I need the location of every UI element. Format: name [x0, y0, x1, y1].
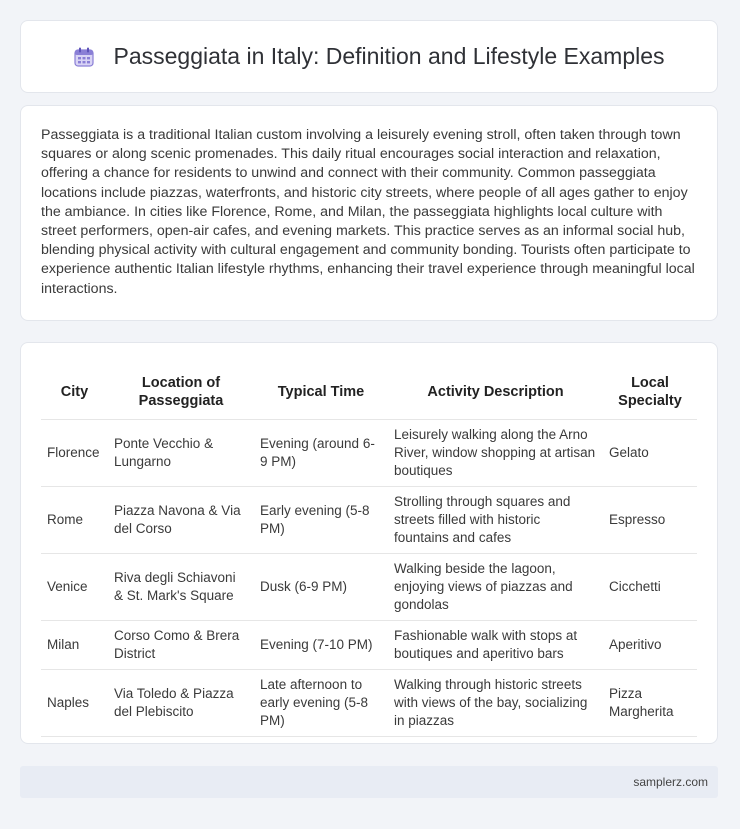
table-cell: Evening (around 6-9 PM): [254, 419, 388, 486]
table-row: [41, 419, 697, 486]
intro-card: [20, 105, 718, 321]
table-row: [41, 486, 697, 553]
table-row: [41, 669, 697, 736]
table-cell: Dusk (6-9 PM): [254, 553, 388, 620]
table-cell: Venice: [41, 553, 108, 620]
column-header: Local Specialty: [603, 365, 697, 419]
column-header: City: [41, 365, 108, 419]
table-cell: Evening (7-10 PM): [254, 620, 388, 669]
footer-source[interactable]: samplerz.com: [633, 775, 708, 789]
table-cell: Walking through historic streets with views of the bay, socializing in piazzas: [388, 669, 603, 736]
column-header: Typical Time: [254, 365, 388, 419]
table-cell: Ponte Vecchio & Lungarno: [108, 419, 254, 486]
table-cell: Cicchetti: [603, 553, 697, 620]
table-cell: Fashionable walk with stops at boutiques and aperitivo bars: [388, 620, 603, 669]
calendar-icon: [73, 46, 95, 68]
table-cell: Gelato: [603, 419, 697, 486]
table-cell: Via Toledo & Piazza del Plebiscito: [108, 669, 254, 736]
table-cell: Piazza Navona & Via del Corso: [108, 486, 254, 553]
table-row: [41, 620, 697, 669]
intro-text: Passeggiata is a traditional Italian custom involving a leisurely evening stroll, often taken through town squares or along scenic promenades. This daily ritual encourages social interaction and relaxation, offering a chance for residents to unwind and connect with their community. Common passeggiata locations include piazzas, waterfronts, and historic city streets, where people of all ages gather to enjoy the ambiance. In cities like Florence, Rome, and Milan, the passeggiata highlights local culture with street performers, open-air cafes, and evening markets. This practice serves as an informal social hub, blending physical activity with cultural engagement and community bonding. Tourists often participate to experience authentic Italian lifestyle rhythms, enhancing their travel experience through meaningful local interactions.: [41, 127, 695, 297]
table-cell: Corso Como & Brera District: [108, 620, 254, 669]
table-cell: Espresso: [603, 486, 697, 553]
header-card: [20, 20, 718, 93]
column-header: Location of Passeggiata: [108, 365, 254, 419]
table-cell: Late afternoon to early evening (5-8 PM): [254, 669, 388, 736]
table-cell: Riva degli Schiavoni & St. Mark's Square: [108, 553, 254, 620]
table-cell: Naples: [41, 669, 108, 736]
table-cell: Pizza Margherita: [603, 669, 697, 736]
table-cell: Leisurely walking along the Arno River, window shopping at artisan boutiques: [388, 419, 603, 486]
table-cell: Rome: [41, 486, 108, 553]
passeggiata-table: [41, 365, 697, 737]
column-header: Activity Description: [388, 365, 603, 419]
table-cell: Early evening (5-8 PM): [254, 486, 388, 553]
footer-bar: [20, 766, 718, 798]
table-card: [20, 342, 718, 744]
table-cell: Walking beside the lagoon, enjoying views of piazzas and gondolas: [388, 553, 603, 620]
table-header-row: [41, 365, 697, 419]
table-row: [41, 553, 697, 620]
table-cell: Milan: [41, 620, 108, 669]
table-cell: Aperitivo: [603, 620, 697, 669]
table-cell: Florence: [41, 419, 108, 486]
table-cell: Strolling through squares and streets filled with historic fountains and cafes: [388, 486, 603, 553]
page-title: Passeggiata in Italy: Definition and Lifestyle Examples: [113, 43, 665, 69]
